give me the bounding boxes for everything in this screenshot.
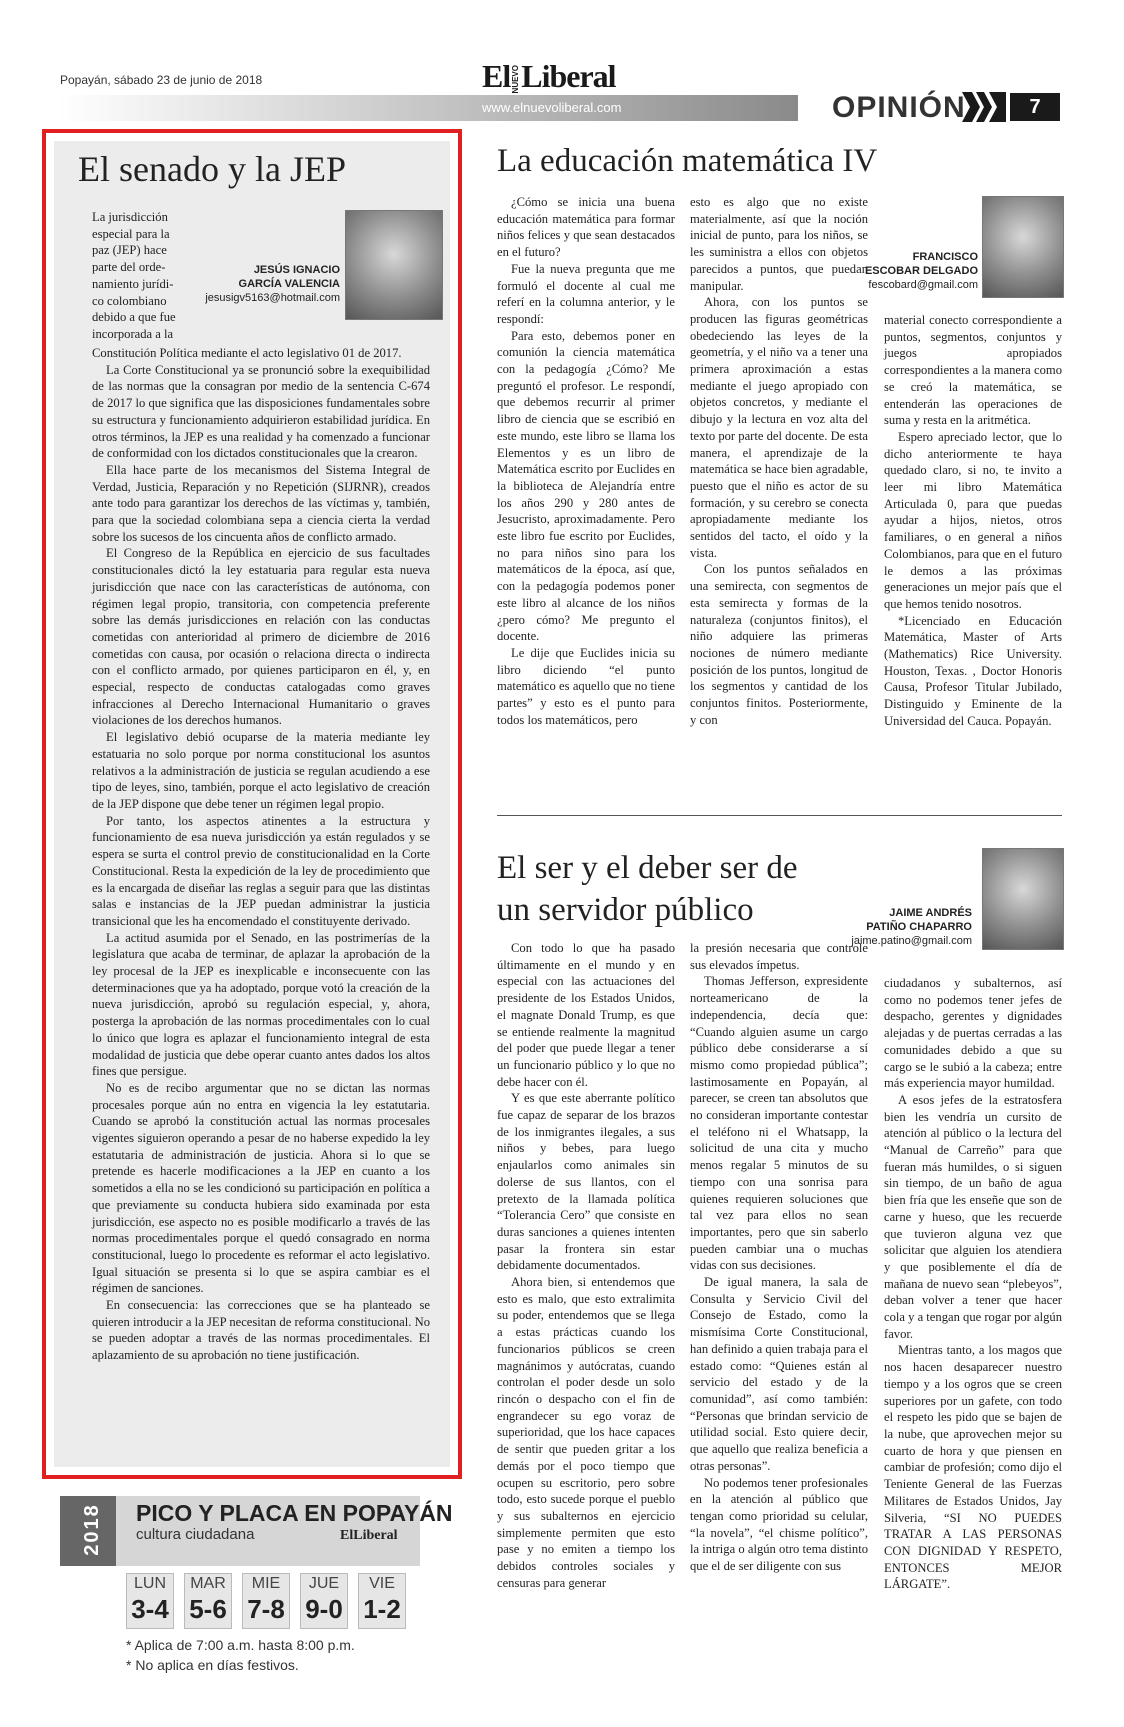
day-digits: 1-2 xyxy=(363,1594,401,1624)
paragraph: No podemos tener profesionales en la atención al público que tengan como prioridad su celular, “la novela”, “el chisme político”, la intriga o algún otro tema distinto que el de ser diligente con sus xyxy=(690,1475,868,1574)
paragraph: Ahora, con los puntos se producen las figuras geométricas obedeciendo las leyes de la geometría, y el niño va a tener una primera aproximación a estas mediante el juego apropiado con objetos concretos, y mediante el dibujo y la lectura en voz alta del texto por parte del docente. De esta manera, el aprendizaje de la matemática se hace bien agradable, puesto que el niño es actor de su formación, y su cerebro se conecta apropiadamente mediante los sentidos del tacto, el oído y la vista. xyxy=(690,295,868,560)
pico-placa-title: PICO Y PLACA EN POPAYÁN xyxy=(136,1500,453,1526)
paragraph: ciudadanos y subalternos, así como no podemos tener jefes de despacho, gerentes y dignidades alejadas y de puertas cerradas a las comunidades debido a que su cargo se le subió a la cabeza; entre más experiencia mayor humildad. xyxy=(884,976,1062,1091)
day-label: JUE xyxy=(308,1575,340,1592)
intro-line: co colombiano xyxy=(92,293,167,308)
header-bar xyxy=(58,95,798,121)
article1-intro xyxy=(92,209,180,343)
paragraph: Thomas Jefferson, expresidente norteamericano de la independencia, decía que: “Cuando alguien asume un cargo público debe considerarse a sí mismo como propiedad pública”; lastimosamente en Popayán, al parecer, se creen tan absolutos que no consideran importante contestar el teléfono ni el Whatsapp, la solicitud de una cita y mucho menos regalar 5 minutos de su tiempo con una sonrisa para quienes requieren soluciones que tal vez para ellos no sean importantes, pero que sin saberlo pueden cambiar una o muchas vidas con sus decisiones. xyxy=(690,974,868,1273)
article2-col3 xyxy=(884,312,1062,730)
day-lun xyxy=(126,1573,174,1629)
logo-el: El xyxy=(340,1528,354,1543)
paragraph: la presión necesaria que controle sus elevados ímpetus. xyxy=(690,941,868,972)
paragraph: La actitud asumida por el Senado, en las postrimerías de la legislatura que acaba de terminar, de aplazar la aprobación de la ley procesal de la JEP es inexplicable e inconsecuente con las determinaciones que ya ha adoptado, porque votó la creación de la nueva jurisdicción, aprobó su regulación especial, y, ahora, posterga la aprobación de las normas procedimentales con lo cual lo único que logra es aplazar el funcionamiento integral de esta modalidad de justicia que debe operar cuanto antes dados los altos fines que persigue. xyxy=(92,930,430,1079)
day-digits: 9-0 xyxy=(305,1594,343,1624)
pico-placa-subtitle: cultura ciudadana xyxy=(136,1526,255,1543)
author-name: FRANCISCO xyxy=(912,251,978,263)
day-digits: 7-8 xyxy=(247,1594,285,1624)
intro-line: parte del orde- xyxy=(92,260,166,275)
logo-nuevo: NUEVO xyxy=(511,65,521,94)
article1-title: El senado y la JEP xyxy=(78,149,346,189)
intro-line: namiento jurídi- xyxy=(92,276,174,291)
paragraph: Le dije que Euclides inicia su libro diciendo “el punto matemático es aquello que no tiene partes” y esto es el punto para todos los matemáticos, pero xyxy=(497,645,675,727)
title-line: un servidor público xyxy=(497,892,754,928)
day-label: MIE xyxy=(251,1575,281,1592)
day-label: VIE xyxy=(369,1575,395,1592)
logo-liberal: Liberal xyxy=(521,58,616,94)
article3-title xyxy=(497,847,798,931)
paragraph: La Corte Constitucional ya se pronunció sobre la exequibilidad de las normas que la consagran por medio de la sentencia C-674 de 2017 lo que significa que las disposiciones fundamentales sobre su estructura y funcionamiento adquirieron estabilidad jurídica. En otros términos, la JEP es una realidad y ha comenzado a funcionar de conformidad con los dictados constitucionales que la crearon. xyxy=(92,362,430,461)
article1-author xyxy=(190,263,340,305)
author-name: PATIÑO CHAPARRO xyxy=(866,921,972,933)
issue-date: Popayán, sábado 23 de junio de 2018 xyxy=(60,73,263,87)
day-label: MAR xyxy=(190,1575,226,1592)
paragraph: El Congreso de la República en ejercicio de sus facultades constitucionales dictó la ley estatuaria para regular esta nueva jurisdicción que nace con las características de autónoma, con régimen legal propio, transitoria, con competencia preferente sobre las demás jurisdicciones en relación con las conductas cometidas con anterioridad al primero de diciembre de 2016 cometidas con causa, por ocasión o relaciona directa o indirecta con el conflicto armado, por quienes participaron en él, y, en especial, respecto de conductas catalogadas como graves infracciones al Derecho Internacional Humanitario o graves violaciones de los derechos humanos. xyxy=(92,546,430,728)
intro-line: paz (JEP) hace xyxy=(92,243,167,258)
intro-line: especial para la xyxy=(92,226,170,241)
author-name: GARCÍA VALENCIA xyxy=(238,278,340,290)
paragraph: Constitución Política mediante el acto legislativo 01 de 2017. xyxy=(92,346,402,360)
paragraph: Con todo lo que ha pasado últimamente en el mundo y en especial con las actuaciones del presidente de los Estados Unidos, el magnate Donald Trump, es que se entiende realmente la magnitud del poder que puede llegar a tener un funcionario público y lo que no debe hacer con él. xyxy=(497,941,675,1089)
day-mie xyxy=(242,1573,290,1629)
paragraph: Y es que este aberrante político fue capaz de separar de los brazos de los inmigrantes ilegales, a sus niños y bebes, para luego enjaularlos como animales sin dolerse de sus llantos, con el pretexto de la llamada política “Tolerancia Cero” que consiste en duras sanciones a quienes intenten pasar la frontera sin estar debidamente documentados. xyxy=(497,1091,675,1273)
article2-col1 xyxy=(497,194,675,729)
intro-line: La jurisdicción xyxy=(92,210,168,224)
divider xyxy=(497,815,1062,816)
paragraph: Fue la nueva pregunta que me formuló el docente al cual me referí en la columna anterior, y le respondí: xyxy=(497,261,675,326)
paragraph: Mientras tanto, a los magos que nos hacen desaparecer nuestro tiempo y a los ogros que se creen superiores por un gafete, con todo el respeto les pido que se bajen de la nube, que aprovechen mejor su cuarto de hora y que piensen en cambiar de profesión; como dijo el Teniente General de las Fuerzas Militares de Estados Unidos, Jay Silveria, “SI NO PUEDES TRATAR A LAS PERSONAS CON DIGNIDAD Y RESPETO, ENTONCES MEJOR LÁRGATE”. xyxy=(884,1343,1062,1592)
author-email[interactable]: jesusigv5163@hotmail.com xyxy=(205,292,340,304)
pico-placa-note: * Aplica de 7:00 a.m. hasta 8:00 p.m. xyxy=(126,1637,355,1653)
article2-author xyxy=(858,250,978,292)
author-photo xyxy=(982,196,1064,298)
author-email[interactable]: jaime.patino@gmail.com xyxy=(851,935,972,947)
author-photo xyxy=(982,848,1064,950)
intro-line: incorporada a la xyxy=(92,326,174,341)
author-name: ESCOBAR DELGADO xyxy=(864,265,978,277)
article3-col2 xyxy=(690,940,868,1575)
paragraph: Espero apreciado lector, que lo dicho anteriormente te haya quedado claro, si no, te invito a leer mi libro Matemática Articulada 0, para que puedas ayudar a hijos, nietos, otros familiares, o en general a niños Colombianos, para que en el futuro le demos a las próximas generaciones un mejor país que el que hemos tenido nosotros. xyxy=(884,429,1062,611)
day-digits: 3-4 xyxy=(131,1594,169,1624)
paragraph: Ahora bien, si entendemos que esto es malo, que esto extralimita su poder, entendemos que se llega a estas prácticas cuando los funcionarios públicos se creen magnánimos y autócratas, cuando controlan el poder desde un solo rincón o despacho con el fin de engrandecer su ego voraz de superioridad, que los hace capaces de sentir que pueden gritar a los demás por el poco tiempo que ocupen su escritorio, pero sobre todo, esto sucede porque el pueblo y sus subalternos en ejercicio simplemente permiten que esto pase y no emiten a tiempo los debidos controles sociales y censuras para generar xyxy=(497,1275,675,1590)
site-url[interactable]: www.elnuevoliberal.com xyxy=(482,100,622,115)
title-line: El ser y el deber ser de xyxy=(497,850,798,886)
chevron-stripes-icon xyxy=(962,92,1006,122)
newspaper-logo[interactable] xyxy=(482,58,616,95)
day-label: LUN xyxy=(133,1575,166,1592)
article3-col1 xyxy=(497,940,675,1591)
paragraph: Por tanto, los aspectos atinentes a la estructura y funcionamiento de esa nueva jurisdicción ya están regulados y se espera se surta el control previo de constitucionalidad en la Corte Constitucional. Resta la expedición de la ley de procedimiento que es la encargada de diseñar las reglas a seguir para que las distintas salas e instancias de la JEP puedan administrar la justicia transicional que les ha encomendado el constituyente derivado. xyxy=(92,813,430,928)
pico-placa-note: * No aplica en días festivos. xyxy=(126,1657,299,1673)
pico-placa-logo xyxy=(340,1528,398,1544)
paragraph: El legislativo debió ocuparse de la materia mediante ley estatuaria no solo porque por norma constitucional los asuntos relativos a la administración de justicia se regulan acudiendo a ese tipo de leyes, sino, también, porque el acto legislativo de creación de la JEP dispone que debe tener un régimen legal propio. xyxy=(92,730,430,811)
paragraph: A esos jefes de la estratosfera bien les vendría un cursito de atención al público o la lectura del “Manual de Carreño” para que fueran más humildes, o si siguen sin tiempo, de un baño de agua bien fría que les enseñe que son de carne y hueso, que les recuerde que tuvieron alguna vez que solicitar que alguien los atendiera y que posiblemente el día de mañana de nuevo sean “plebeyos”, deban volver a tener que hacer cola y a tengan que rogar por algún favor. xyxy=(884,1092,1062,1341)
day-mar xyxy=(184,1573,232,1629)
author-name: JAIME ANDRÉS xyxy=(889,907,972,919)
author-name: JESÚS IGNACIO xyxy=(253,264,340,276)
logo-liberal: Liberal xyxy=(353,1528,398,1543)
logo-el: El xyxy=(482,58,511,94)
article2-title: La educación matemática IV xyxy=(497,143,878,179)
day-vie xyxy=(358,1573,406,1629)
paragraph: ¿Cómo se inicia una buena educación matemática para formar niños felices y que sean destacados en el futuro? xyxy=(497,195,675,260)
intro-line: debido a que fue xyxy=(92,310,176,325)
year-label: 2018 xyxy=(80,1503,103,1556)
paragraph: Para esto, debemos poner en comunión la ciencia matemática con la pedagogía ¿Cómo? Me preguntó el profesor. Le respondí, que debemos recurrir al primer libro de ciencia que se escribió en este mundo, este libro se llama los Elementos y es un libro de Matemática escrito por Euclides en la biblioteca de Alejandría entre los años 290 y 280 antes de Jesucristo, aproximadamente. Pero este libro fue escrito por Euclides, no para niños sino para los matemáticos de la época, así que, con la pedagogía podemos poner este libro al alcance de los niños ¿pero cómo? Me pregunto el docente. xyxy=(497,328,675,644)
paragraph: Con los puntos señalados en una semirecta, con segmentos de esta semirecta y formas de la naturaleza (conjuntos finitos), el niño adquiere las primeras nociones de número mediante posición de los puntos, longitud de los segmentos y cantidad de los conjuntos finitos. Posteriormente, y con xyxy=(690,562,868,727)
pico-placa-year xyxy=(60,1496,116,1566)
paragraph: *Licenciado en Educación Matemática, Master of Arts (Mathematics) Rice University. Houston, Texas. , Doctor Honoris Causa, Profesor Titular Jubilado, Distinguido y Eminente de la Universidad del Cauca. Popayán. xyxy=(884,613,1062,728)
page-number: 7 xyxy=(1010,93,1060,121)
paragraph: material conecto correspondiente a puntos, segmentos, conjuntos y juegos apropiados correspondientes a la manera como se creó la matemática, se entenderán las operaciones de suma y resta en la aritmética. xyxy=(884,313,1062,428)
day-digits: 5-6 xyxy=(189,1594,227,1624)
author-email[interactable]: fescobard@gmail.com xyxy=(868,279,978,291)
day-jue xyxy=(300,1573,348,1629)
article2-col2 xyxy=(690,194,868,729)
paragraph: En consecuencia: las correcciones que se ha planteado se quieren introducir a la JEP necesitan de reforma constitucional. No se pueden adoptar a través de las normas procedimentales. El aplazamiento de su aprobación no tiene justificación. xyxy=(92,1298,430,1363)
author-photo xyxy=(345,210,443,320)
paragraph: No es de recibo argumentar que no se dictan las normas procesales porque aún no entra en vigencia la ley estatutaria. Cuando se aprobó la constitución actual las normas procesales vigentes siguieron operando a pesar de no haberse expedido la ley estatutaria de administración de justicia. Ahora si lo que se pretende es hacerle modificaciones a la JEP en cuanto a los sometidos a ella no se les condicionó su participación en política a que previamente su conducta hubiera sido examinada por esta jurisdicción, ese aspecto no es posible modificarlo a través de las normas procedimentales porque el quedó consagrado en norma constitucional, luego lo procedente es reformar el acto legislativo. Igual situación se presenta si lo que se aspira cambiar es el régimen de sanciones. xyxy=(92,1080,430,1296)
article3-col3 xyxy=(884,975,1062,1593)
paragraph: Ella hace parte de los mecanismos del Sistema Integral de Verdad, Justicia, Reparación y no Repetición (SIJRNR), creados ante todo para garantizar los derechos de las víctimas y, también, para que la sociedad colombiana sepa a ciencia cierta la verdad sobre los sucesos de los cincuenta años de conflicto armado. xyxy=(92,462,430,544)
paragraph: De igual manera, la sala de Consulta y Servicio Civil del Consejo de Estado, como la mismísima Corte Constitucional, han definido a quien trabaja para el estado como: “Quienes están al servicio del estado y de la comunidad”, así como también: “Personas que brindan servicio de utilidad social. Esto quiere decir, que aquello que realiza beneficia a otras personas”. xyxy=(690,1275,868,1473)
paragraph: esto es algo que no existe materialmente, así que la noción inicial de punto, para los niños, se les suministra a ellos con objetos parecidos a puntos, que puedan manipular. xyxy=(690,195,868,293)
article1-body xyxy=(92,345,430,1364)
section-title: OPINIÓN xyxy=(832,91,966,124)
